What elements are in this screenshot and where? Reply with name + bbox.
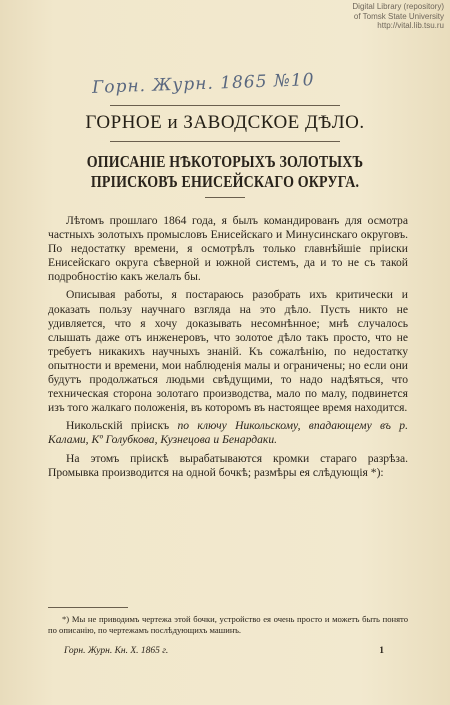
watermark-line-2: of Tomsk State University (353, 11, 444, 21)
top-rule (110, 105, 340, 106)
paragraph-3-lead: Никольскій пріискъ (66, 419, 178, 433)
library-watermark (352, 2, 444, 31)
article-title: ОПИСАНІЕ НѢКОТОРЫХЪ ЗОЛОТЫХЪ ПРІИСКОВЪ ЕНИСЕЙСКАГО ОКРУГА. (86, 152, 364, 191)
article-body (48, 214, 408, 484)
section-title: ГОРНОЕ и ЗАВОДСКОЕ ДѢЛО. (85, 112, 365, 133)
paragraph-4: На этомъ пріискѣ вырабатываются кромки стараго разрѣза. Промывка производится на одной бочкѣ; размѣры ея слѣдующія *): (48, 451, 408, 479)
footnote: *) Мы не приводимъ чертежа этой бочки, устройство ея очень просто и можетъ быть понято по описанію, по чертежамъ послѣдующихъ машинъ. (48, 614, 408, 635)
paragraph-3 (48, 419, 408, 447)
title-rule (205, 197, 245, 198)
paragraph-1: Лѣтомъ прошлаго 1864 года, я былъ командированъ для осмотра частныхъ золотыхъ промысловъ Енисейскаго и Минусинскаго округовъ. По недостатку времени, я осмотрѣлъ только главнѣйшіе пріиски Енисейскаго округа сѣверной и южной системъ, да и то не съ такой подробностію какъ желалъ бы. (48, 214, 408, 284)
footnote-rule (48, 607, 128, 608)
handwritten-note: Горн. Журн. 1865 №10 (91, 70, 315, 98)
page-number: 1 (379, 646, 384, 656)
footer-source: Горн. Журн. Кн. X. 1865 г. (64, 646, 169, 656)
page-footer (64, 646, 384, 656)
watermark-line-3: http://vital.lib.tsu.ru (377, 21, 444, 30)
section-rule (110, 141, 340, 142)
paragraph-2: Описывая работы, я постараюсь разобрать ихъ критически и доказать пользу научнаго взгляда на это дѣло. Пусть никто не удивляется, что я хочу доказывать несомнѣнное; мнѣ случалось слышать даже отъ инженеровъ, что золотое дѣло такъ просто, что не требуетъ никакихъ научныхъ знаній. Къ сожалѣнію, по недостатку опытности и времени, мои наблюденія малы и ограничены; но если они будутъ продолжаться людьми свѣдущими, то надо надѣяться, что техническая сторона золотаго производства, мало по малу, подвинется изъ того жалкаго положенія, въ которомъ въ настоящее время находится. (48, 288, 408, 415)
watermark-line-1: Digital Library (repository) (352, 2, 444, 11)
paragraph-3-italic: по ключу Никольскому, впадающему въ р. Калами, Кº Голубкова, Кузнецова и Бенардаки. (48, 419, 408, 447)
